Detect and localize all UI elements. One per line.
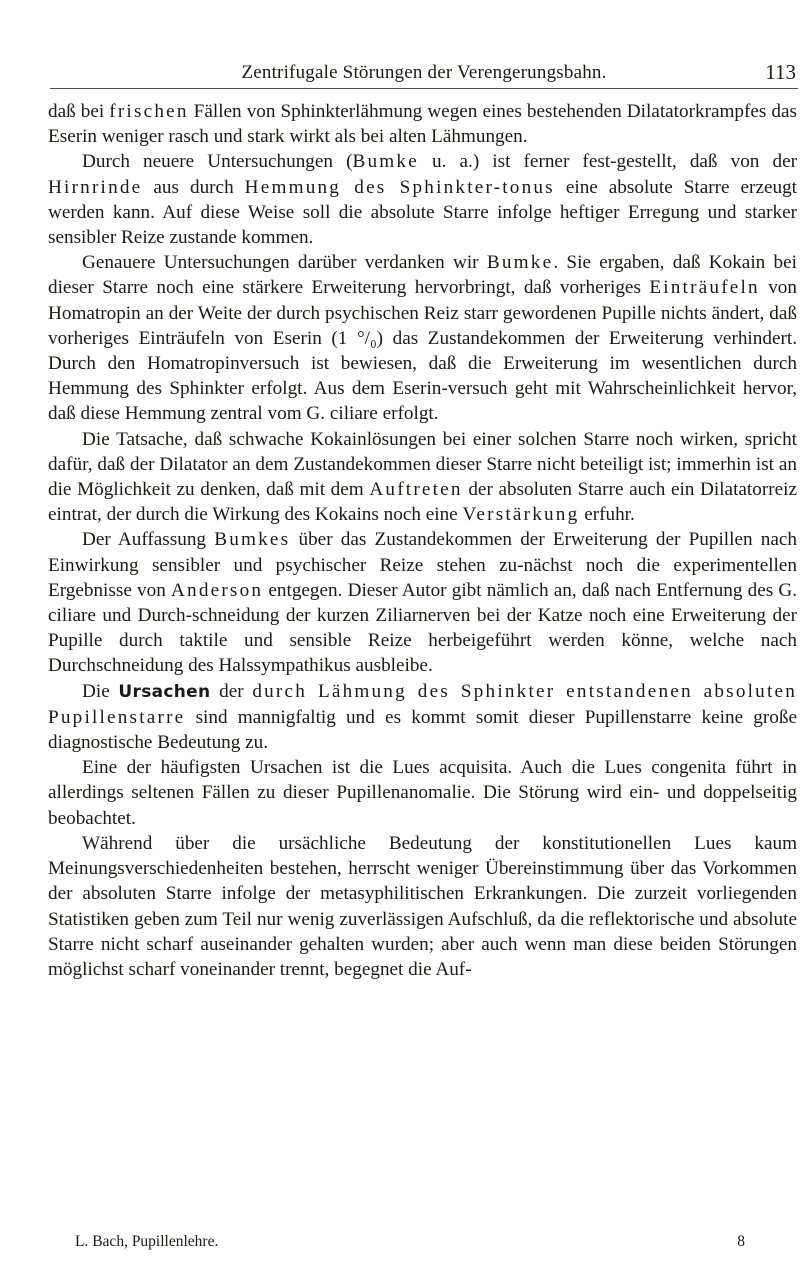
paragraph <box>48 250 797 426</box>
header-rule <box>50 88 798 89</box>
text-run: von Homatropin an der Weite der durch psychischen Reiz starr gewordenen Pupille nichts ändert, daß vorheriges Einträufeln von Eserin (1 °/₀) das Zustandekommen der Erweiterung verhindert. Durch den Homatropinversuch ist bewiesen, daß die Erweiterung im wesentlichen durch Hemmung des Sphinkter erfolgt. Aus dem Eserin-versuch geht mit Wahrscheinlichkeit hervor, daß diese Hemmung zentral vom G. ciliare erfolgt. <box>48 277 797 425</box>
paragraph <box>48 527 797 678</box>
paragraph <box>48 755 797 831</box>
spaced-text-run: Anderson <box>170 579 264 601</box>
text-run: über das Zustandekommen der Erweiterung der Pupillen nach Einwirkung sensibler und psychischer Reize stehen zu-nächst noch die experimentellen Ergebnisse von <box>48 529 797 601</box>
text-run: Die Tatsache, daß schwache Kokainlösungen bei einer solchen Starre noch wirken, spricht dafür, daß der Dilatator an dem Zustandekommen dieser Starre nicht beteiligt ist; immerhin ist an die Möglichkeit zu denken, daß mit dem <box>48 428 797 501</box>
spaced-text-run: Hirnrinde <box>48 176 143 198</box>
bold-text-run: Ursachen <box>118 681 211 702</box>
spaced-text-run: durch Lähmung des Sphinkter entstandenen absoluten Pupillenstarre <box>48 680 797 728</box>
spaced-text-run: frischen <box>109 101 189 122</box>
text-run: eine absolute Starre erzeugt werden kann. Auf diese Weise soll die absolute Starre infolge heftiger Erregung und starker sensibler Reize zustande kommen. <box>48 176 798 249</box>
text-run: der absoluten Starre auch ein Dilatatorreiz eintrat, der durch die Wirkung des Kokains noch eine <box>48 479 797 526</box>
page-footer <box>75 1232 745 1252</box>
spaced-text-run: Bumke <box>486 252 554 274</box>
spaced-text-run: Auftreten <box>369 479 463 501</box>
text-run: . Sie ergaben, daß Kokain bei dieser Starre noch eine stärkere Erweiterung hervorbringt, daß vorheriges <box>48 252 797 299</box>
page-number: 113 <box>765 60 796 84</box>
text-run: Fällen von Sphinkterlähmung wegen eines bestehenden Dilatatorkrampfes das Eserin weniger rasch und stark wirkt als bei alten Lähmungen. <box>48 101 797 148</box>
paragraph <box>48 679 797 756</box>
running-head <box>50 62 798 84</box>
text-run: aus durch <box>142 176 245 198</box>
paragraph <box>48 99 797 149</box>
body-text <box>48 99 797 982</box>
text-run: Genauere Untersuchungen darüber verdanken wir <box>82 252 487 274</box>
paragraph <box>48 427 797 528</box>
text-run: u. a.) ist ferner fest-gestellt, daß von der <box>418 151 797 173</box>
spaced-text-run: Hemmung des Sphinkter-tonus <box>244 176 555 198</box>
text-run: Während über die ursächliche Bedeutung der konstitutionellen Lues kaum Meinungsverschiedenheiten bestehen, herrscht weniger Übereinstimmung über das Vorkommen der absoluten Starre infolge der metasyphilitischen Erkrankungen. Die zurzeit vorliegenden Statistiken geben zum Teil nur wenig zuverlässigen Aufschluß, da die reflektorische und absolute Starre nicht scharf auseinander gehalten wurden; aber auch wenn man diese beiden Störungen möglichst scharf voneinander trennt, begegnet die Auf- <box>48 832 797 980</box>
spaced-text-run: Bumkes <box>214 529 291 551</box>
footer-sheet-number: 8 <box>737 1233 745 1250</box>
spaced-text-run: Bumke <box>352 151 419 173</box>
spaced-text-run: Verstärkung <box>462 504 580 526</box>
text-run: der <box>210 680 253 702</box>
text-run: erfuhr. <box>579 504 635 526</box>
text-run: sind mannigfaltig und es kommt somit dieser Pupillenstarre keine große diagnostische Bedeutung zu. <box>48 706 797 754</box>
text-run: Durch neuere Untersuchungen ( <box>82 151 353 173</box>
footer-signature: L. Bach, Pupillenlehre. <box>75 1233 219 1250</box>
text-run: Der Auffassung <box>82 529 215 551</box>
paragraph <box>48 831 797 982</box>
spaced-text-run: Einträufeln <box>649 277 760 299</box>
paragraph <box>48 149 797 250</box>
text-run: entgegen. Dieser Autor gibt nämlich an, daß nach Entfernung des G. ciliare und Durch-schneidung der kurzen Ziliarnerven bei der Katze noch eine Erweiterung der Pupille durch taktile und sensible Reize herbeigeführt werden könne, welche nach Durchschneidung des Halssympathikus ausbleibe. <box>48 579 798 677</box>
text-run: Die <box>82 680 119 702</box>
text-run: Eine der häufigsten Ursachen ist die Lues acquisita. Auch die Lues congenita führt in allerdings seltenen Fällen zu dieser Pupillenanomalie. Die Störung wird ein- und doppelseitig beobachtet. <box>48 757 797 829</box>
text-run: daß bei <box>48 101 110 122</box>
running-title: Zentrifugale Störungen der Verengerungsbahn. <box>241 62 607 83</box>
